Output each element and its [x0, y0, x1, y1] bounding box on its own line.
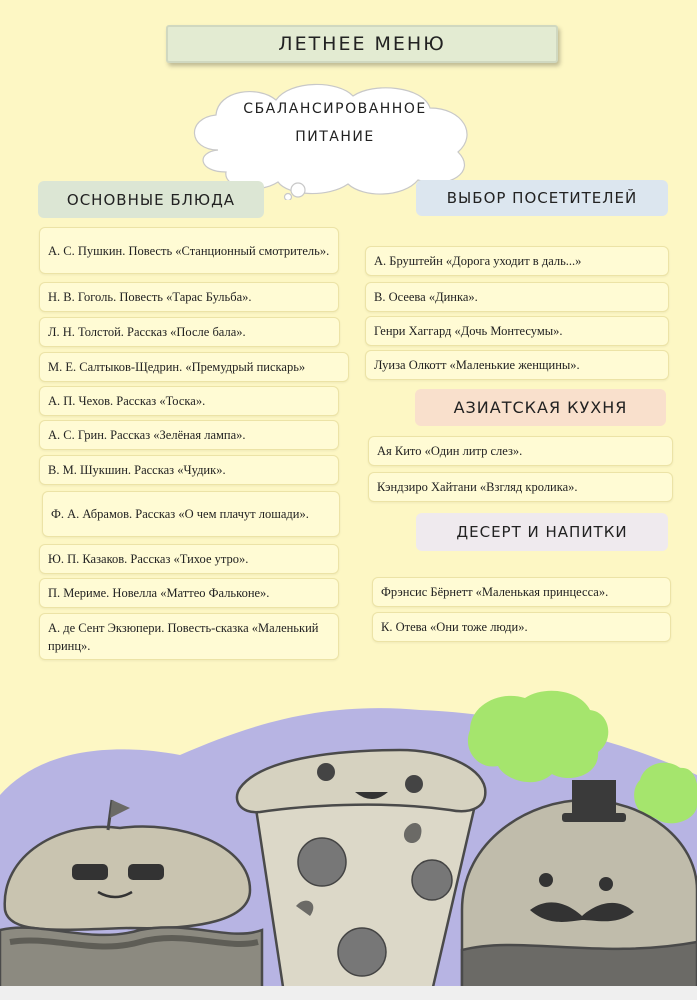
section-header-asian-cuisine: АЗИАТСКАЯ КУХНЯ	[415, 389, 666, 426]
menu-item-visitors: Луиза Олкотт «Маленькие женщины».	[365, 350, 669, 380]
cloud-line: СБАЛАНСИРОВАННОЕ	[243, 101, 427, 117]
cloud-line: ПИТАНИЕ	[295, 129, 375, 145]
menu-item-visitors: В. Осеева «Динка».	[365, 282, 669, 312]
menu-item-main: А. П. Чехов. Рассказ «Тоска».	[39, 386, 339, 416]
menu-item-visitors: А. Бруштейн «Дорога уходит в даль...»	[365, 246, 669, 276]
section-header-main-dishes: ОСНОВНЫЕ БЛЮДА	[38, 181, 264, 218]
menu-item-main: М. Е. Салтыков-Щедрин. «Премудрый пискарь»	[39, 352, 349, 382]
bottom-strip	[0, 986, 697, 1000]
menu-item-main: А. де Сент Экзюпери. Повесть-сказка «Маленький принц».	[39, 613, 339, 660]
menu-item-main: Н. В. Гоголь. Повесть «Тарас Бульба».	[39, 282, 339, 312]
section-header-visitors-choice: ВЫБОР ПОСЕТИТЕЛЕЙ	[416, 180, 668, 216]
food-characters-illustration	[0, 680, 697, 1000]
page-title: ЛЕТНЕЕ МЕНЮ	[166, 25, 558, 63]
menu-item-main: П. Мериме. Новелла «Маттео Фальконе».	[39, 578, 339, 608]
menu-item-visitors: Генри Хаггард «Дочь Монтесумы».	[365, 316, 669, 346]
menu-item-main: Л. Н. Толстой. Рассказ «После бала».	[39, 317, 340, 347]
menu-item-asian: Ая Кито «Один литр слез».	[368, 436, 673, 466]
menu-item-main: А. С. Грин. Рассказ «Зелёная лампа».	[39, 420, 339, 450]
menu-item-main: В. М. Шукшин. Рассказ «Чудик».	[39, 455, 339, 485]
menu-item-dessert: Фрэнсис Бёрнетт «Маленькая принцесса».	[372, 577, 671, 607]
menu-item-main: Ю. П. Казаков. Рассказ «Тихое утро».	[39, 544, 339, 574]
menu-item-asian: Кэндзиро Хайтани «Взгляд кролика».	[368, 472, 673, 502]
menu-item-dessert: К. Отева «Они тоже люди».	[372, 612, 671, 642]
menu-item-main: А. С. Пушкин. Повесть «Станционный смотритель».	[39, 227, 339, 274]
cloud-caption	[215, 95, 455, 151]
section-header-dessert-drinks: ДЕСЕРТ И НАПИТКИ	[416, 513, 668, 551]
menu-item-main: Ф. А. Абрамов. Рассказ «О чем плачут лошади».	[42, 491, 340, 537]
